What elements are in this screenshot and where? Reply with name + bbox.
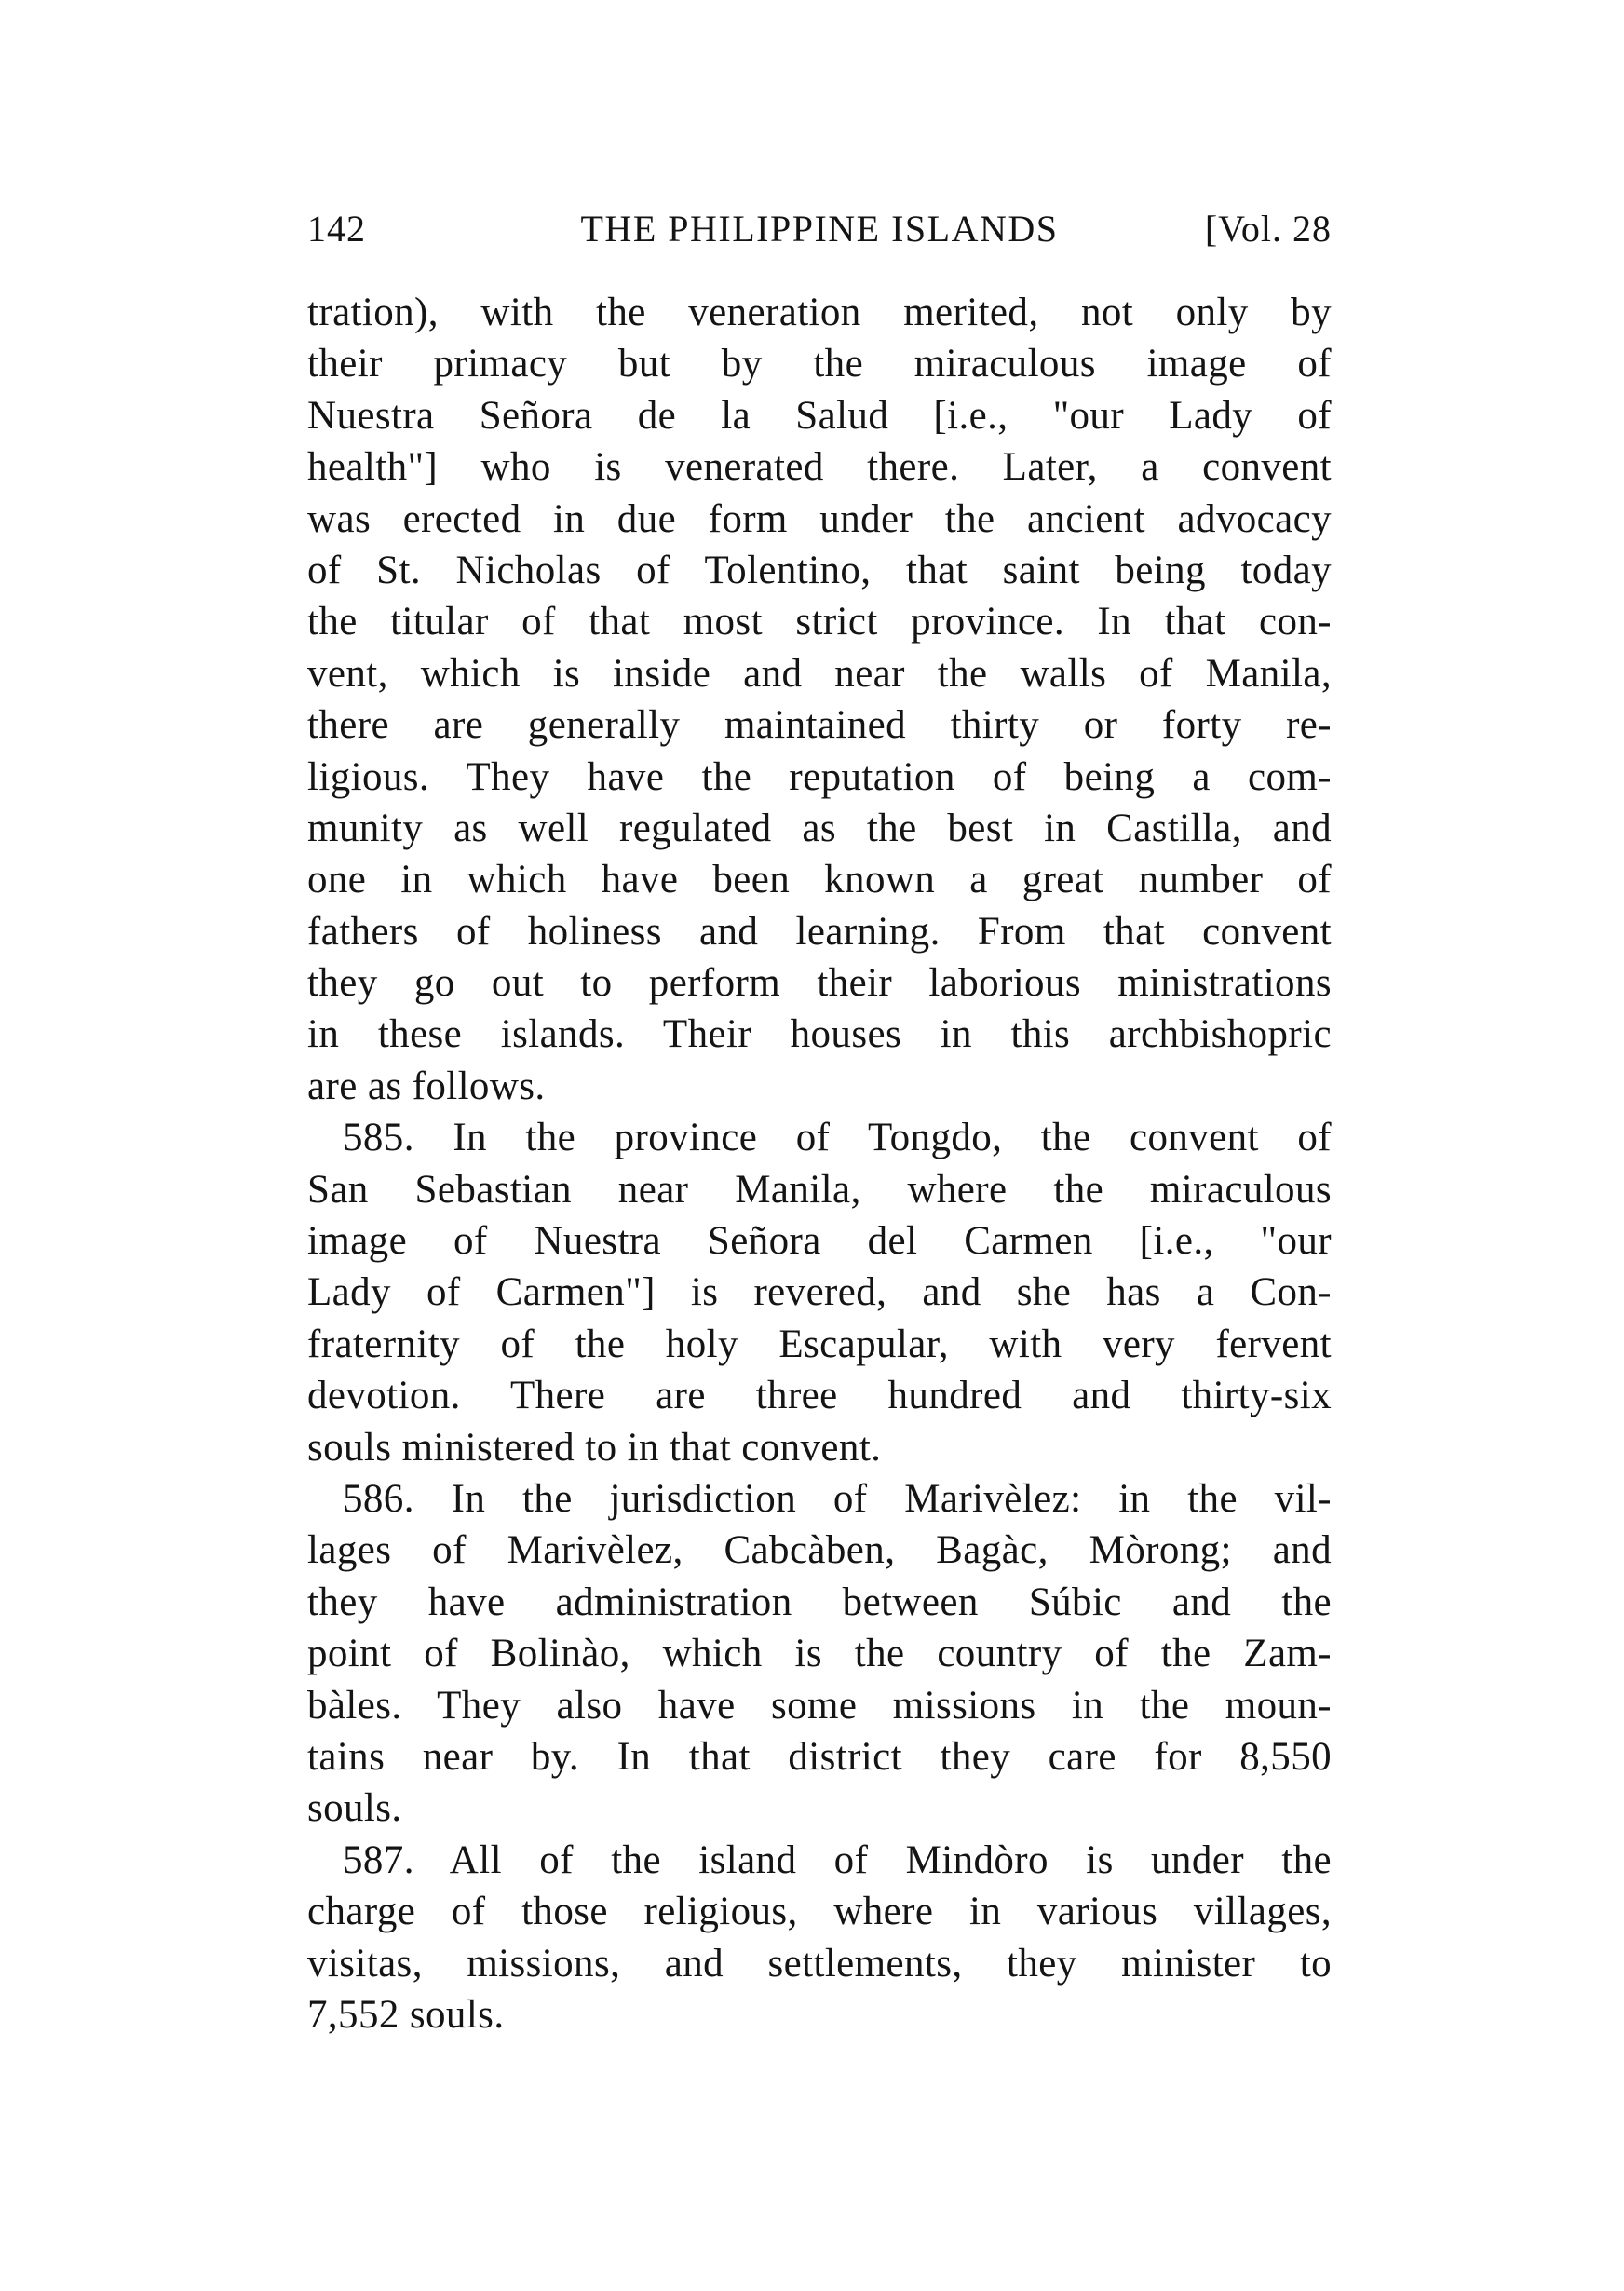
text-line: bàles. They also have some missions in the moun- (307, 1683, 1332, 1728)
text-line: tains near by. In that district they care for 8,550 (307, 1734, 1332, 1779)
text-line: of St. Nicholas of Tolentino, that saint being today (307, 548, 1332, 592)
text-line: Lady of Carmen"] is revered, and she has a Con- (307, 1270, 1332, 1315)
paragraph-585-start: 585. In the province of Tongdo, the convent of (343, 1116, 1332, 1160)
text-line: they have administration between Súbic and the (307, 1579, 1332, 1624)
text-line: tration), with the veneration merited, not only by (307, 291, 1332, 334)
text-line: souls ministered to in that convent. (307, 1425, 882, 1470)
text-line: souls. (307, 1786, 402, 1831)
text-line: was erected in due form under the ancient advocacy (307, 496, 1332, 541)
text-line: 7,552 souls. (307, 1992, 505, 2037)
running-head (307, 207, 1332, 263)
text-line: visitas, missions, and settlements, they minister to (307, 1941, 1332, 1986)
text-line: in these islands. Their houses in this archbishopric (307, 1012, 1332, 1057)
text-line: health"] who is venerated there. Later, a convent (307, 445, 1332, 490)
page-number: 142 (307, 208, 366, 250)
text-line: Nuestra Señora de la Salud [i.e., "our Lady of (307, 393, 1332, 438)
paragraph-586-start: 586. In the jurisdiction of Marivèlez: in the vil- (343, 1476, 1332, 1521)
body-text (307, 287, 1332, 2040)
text-line: lages of Marivèlez, Cabcàben, Bagàc, Mòrong; and (307, 1528, 1332, 1573)
text-line: the titular of that most strict province. In that con- (307, 600, 1332, 644)
text-line: San Sebastian near Manila, where the miraculous (307, 1167, 1332, 1212)
volume-label: [Vol. 28 (1204, 208, 1332, 250)
text-line: are as follows. (307, 1064, 546, 1108)
paragraph-587-start: 587. All of the island of Mindòro is under the (343, 1837, 1332, 1882)
text-line: fathers of holiness and learning. From that convent (307, 909, 1332, 954)
text-line: charge of those religious, where in various villages, (307, 1890, 1332, 1934)
text-line: image of Nuestra Señora del Carmen [i.e., "our (307, 1219, 1332, 1264)
text-line: one in which have been known a great number of (307, 858, 1332, 902)
text-line: devotion. There are three hundred and thirty-six (307, 1374, 1332, 1418)
text-line: there are generally maintained thirty or forty re- (307, 703, 1332, 748)
text-line: fraternity of the holy Escapular, with very fervent (307, 1322, 1332, 1366)
text-line: point of Bolinào, which is the country of the Zam- (307, 1632, 1332, 1676)
text-line: munity as well regulated as the best in Castilla, and (307, 806, 1332, 850)
text-line: their primacy but by the miraculous image of (307, 342, 1332, 386)
text-line: they go out to perform their laborious ministrations (307, 961, 1332, 1006)
book-title: THE PHILIPPINE ISLANDS (580, 208, 1059, 250)
text-line: vent, which is inside and near the walls of Manila, (307, 651, 1332, 696)
text-line: ligious. They have the reputation of being a com- (307, 754, 1332, 799)
